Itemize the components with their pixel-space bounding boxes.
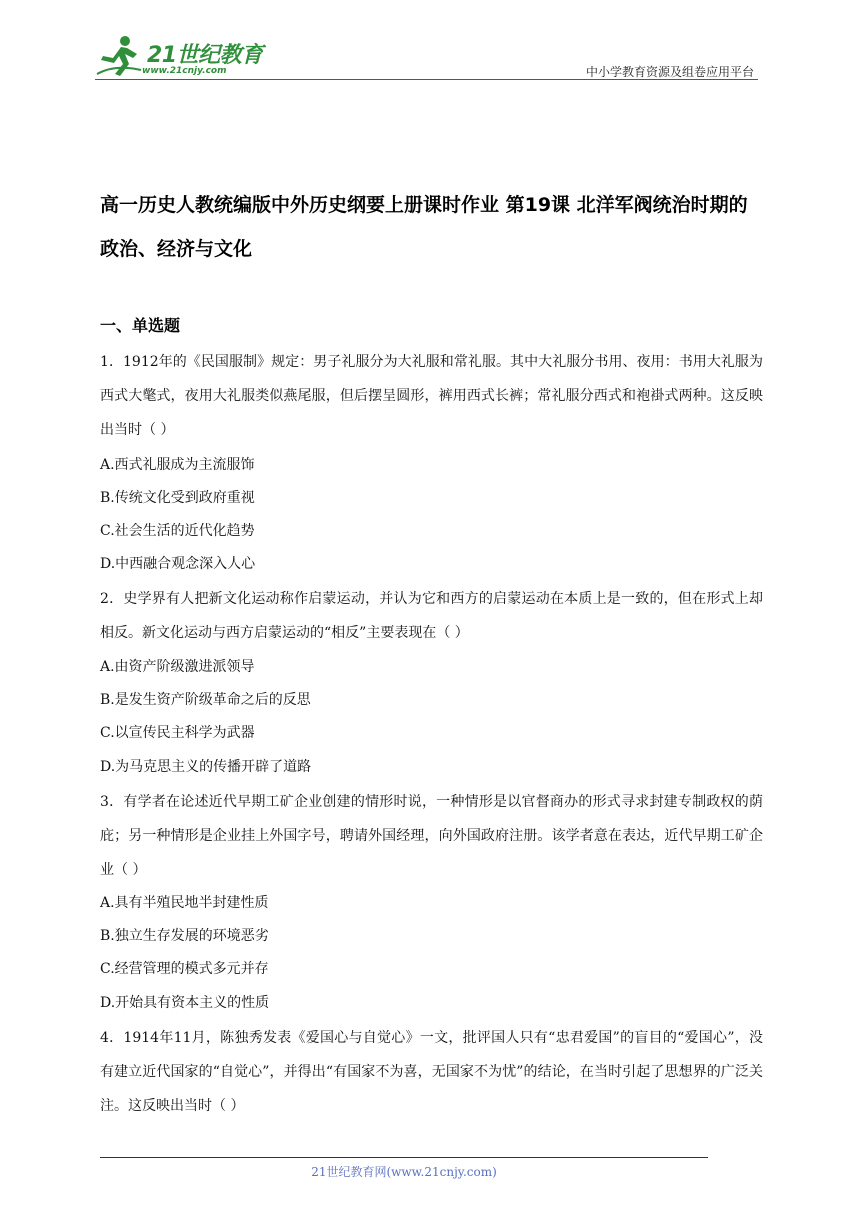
question-2-option-c[interactable]: C.以宣传民主科学为武器 (100, 725, 255, 741)
question-3-option-a[interactable]: A.具有半殖民地半封建性质 (100, 895, 269, 911)
question-1-stem: 1．1912年的《民国服制》规定：男子礼服分为大礼服和常礼服。其中大礼服分书用、夜用：书用大礼服为西式大氅式，夜用大礼服类似燕尾服，但后摆呈圆形，裤用西式长裤；常礼服分西式和袍褂式两种。这反映出当时（ ） (100, 354, 763, 438)
document-title: 高一历史人教统编版中外历史纲要上册课时作业 第19课 北洋军阀统治时期的政治、经济与文化 (100, 194, 748, 260)
question-2-stem: 2．史学界有人把新文化运动称作启蒙运动，并认为它和西方的启蒙运动在本质上是一致的，但在形式上却相反。新文化运动与西方启蒙运动的“相反”主要表现在（ ） (100, 591, 763, 641)
footer-divider (100, 1157, 708, 1158)
question-2-option-a[interactable]: A.由资产阶级激进派领导 (100, 659, 255, 675)
platform-name: 中小学教育资源及组卷应用平台 (585, 65, 754, 79)
question-1-option-b[interactable]: B.传统文化受到政府重视 (100, 490, 255, 506)
header-divider (95, 79, 758, 80)
section-heading: 一、单选题 (100, 316, 181, 335)
question-3-option-d[interactable]: D.开始具有资本主义的性质 (100, 995, 270, 1011)
logo-url: www.21cnjy.com (142, 66, 227, 76)
page-header (95, 30, 758, 80)
question-1-option-d[interactable]: D.中西融合观念深入人心 (100, 556, 256, 572)
question-3-option-b[interactable]: B.独立生存发展的环境恶劣 (100, 928, 269, 944)
footer-text[interactable]: 21世纪教育网(www.21cnjy.com) (311, 1165, 497, 1179)
question-2-option-d[interactable]: D.为马克思主义的传播开辟了道路 (100, 759, 312, 775)
question-4-stem: 4．1914年11月，陈独秀发表《爱国心与自觉心》一文，批评国人只有“忠君爱国”的盲目的“爱国心”，没有建立近代国家的“自觉心”，并得出“有国家不为喜，无国家不为忧”的结论，在当时引起了思想界的广泛关注。这反映出当时（ ） (100, 1030, 763, 1114)
question-1-option-a[interactable]: A.西式礼服成为主流服饰 (100, 457, 255, 473)
question-3-option-c[interactable]: C.经营管理的模式多元并存 (100, 961, 269, 977)
question-2-option-b[interactable]: B.是发生资产阶级革命之后的反思 (100, 692, 311, 708)
logo-text: 21世纪教育 (147, 43, 263, 68)
site-logo[interactable] (95, 34, 265, 78)
question-1-option-c[interactable]: C.社会生活的近代化趋势 (100, 523, 255, 539)
runner-logo-icon (95, 34, 147, 78)
question-3-stem: 3．有学者在论述近代早期工矿企业创建的情形时说，一种情形是以官督商办的形式寻求封建专制政权的荫庇；另一种情形是企业挂上外国字号，聘请外国经理，向外国政府注册。该学者意在表达，近代早期工矿企业（ ） (100, 794, 763, 878)
